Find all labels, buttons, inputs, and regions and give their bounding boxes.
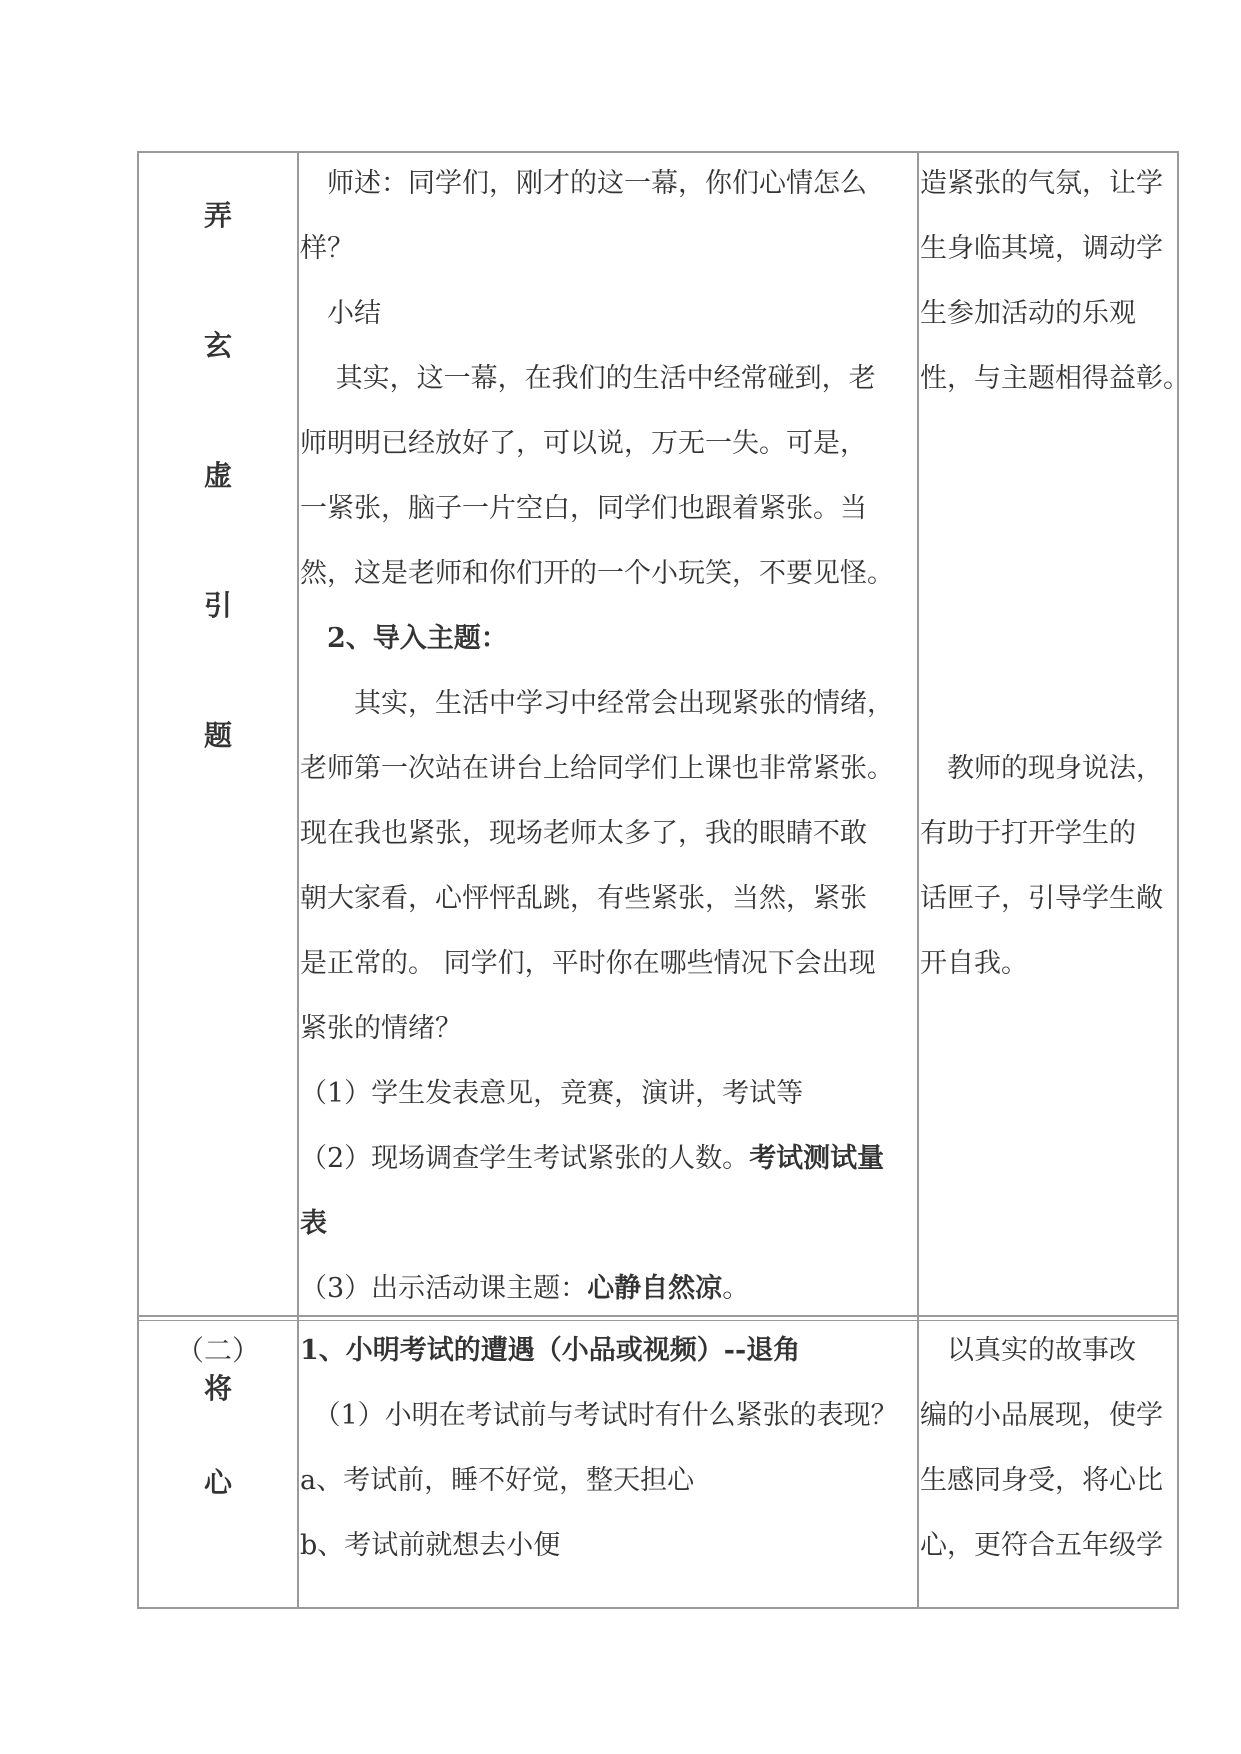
text-line: 师明明已经放好了，可以说，万无一失。可是， [300,428,867,459]
spacer [920,606,1178,671]
intent-cell-2 [920,1318,1178,1578]
text-part: 。 [722,1273,750,1304]
intent-cell-1 [920,151,1190,996]
text-line: 生参加活动的乐观 [920,298,1136,329]
text-line: 老师第一次站在讲台上给同学们上课也非常紧张。 [300,753,894,784]
text-line: b、考试前就想去小便 [300,1530,561,1561]
text-line: 造紧张的气氛，让学 [920,168,1163,199]
text-line: 是正常的。 同学们，平时你在哪些情况下会出现 [300,948,876,979]
stage-char: 心 [203,1466,232,1499]
text-line: 以真实的故事改 [920,1335,1136,1366]
text-line: 性，与主题相得益彰。 [920,363,1190,394]
text-line: 心，更符合五年级学 [920,1530,1163,1561]
text-line: 有助于打开学生的 [920,818,1136,849]
spacer [920,541,1178,606]
spacer [920,476,1178,541]
section-heading: 2、导入主题： [300,623,508,654]
section-heading: 1、小明考试的遭遇（小品或视频）--退角 [300,1335,801,1366]
text-line: （1）学生发表意见，竞赛，演讲，考试等 [300,1078,804,1109]
column-divider-1 [297,151,299,1609]
bold-text: 考试测试量 [749,1143,885,1174]
stage-cell-2 [139,1318,297,1608]
text-line: 话匣子，引导学生敞 [920,883,1163,914]
text-line: a、考试前，睡不好觉，整天担心 [300,1465,695,1496]
stage-char: 弄 [203,199,232,232]
stage-char: 将 [203,1372,232,1405]
text-line [300,1256,917,1321]
text-line: 师述：同学们，刚才的这一幕，你们心情怎么 [300,168,867,199]
text-line: 现在我也紧张，现场老师太多了，我的眼睛不敢 [300,818,867,849]
text-part: （3）出示活动课主题： [300,1273,588,1304]
bold-text-line: 表 [300,1208,327,1239]
text-line: 生感同身受，将心比 [920,1465,1163,1496]
text-line: 开自我。 [920,948,1028,979]
stage-char: 玄 [203,329,232,362]
process-cell-2 [300,1318,917,1578]
stage-char: 虚 [203,459,232,492]
column-divider-2 [917,151,919,1609]
stage-cell-1 [139,151,297,1316]
stage-char: 题 [203,719,232,752]
text-line: 然，这是老师和你们开的一个小玩笑，不要见怪。 [300,558,894,589]
stage-number: （二） [175,1334,260,1367]
text-line: 其实，这一幕，在我们的生活中经常碰到，老 [300,363,876,394]
text-line: 编的小品展现，使学 [920,1400,1163,1431]
text-line: 小结 [300,298,381,329]
process-cell-1 [300,151,917,1321]
text-line: 朝大家看，心怦怦乱跳，有些紧张，当然，紧张 [300,883,867,914]
activity-theme: 心静自然凉 [587,1273,723,1304]
text-line: （1）小明在考试前与考试时有什么紧张的表现？ [300,1400,898,1431]
stage-char: 引 [203,589,232,622]
text-line [300,1126,917,1191]
text-line: 其实，生活中学习中经常会出现紧张的情绪， [300,688,894,719]
text-line: 样？ [300,233,354,264]
text-line: 紧张的情绪？ [300,1013,462,1044]
spacer [920,411,1178,476]
text-line: 教师的现身说法， [920,753,1163,784]
spacer [920,671,1178,736]
text-line: 一紧张，脑子一片空白，同学们也跟着紧张。当 [300,493,867,524]
text-line: 生身临其境，调动学 [920,233,1163,264]
text-part: （2）现场调查学生考试紧张的人数。 [300,1143,750,1174]
